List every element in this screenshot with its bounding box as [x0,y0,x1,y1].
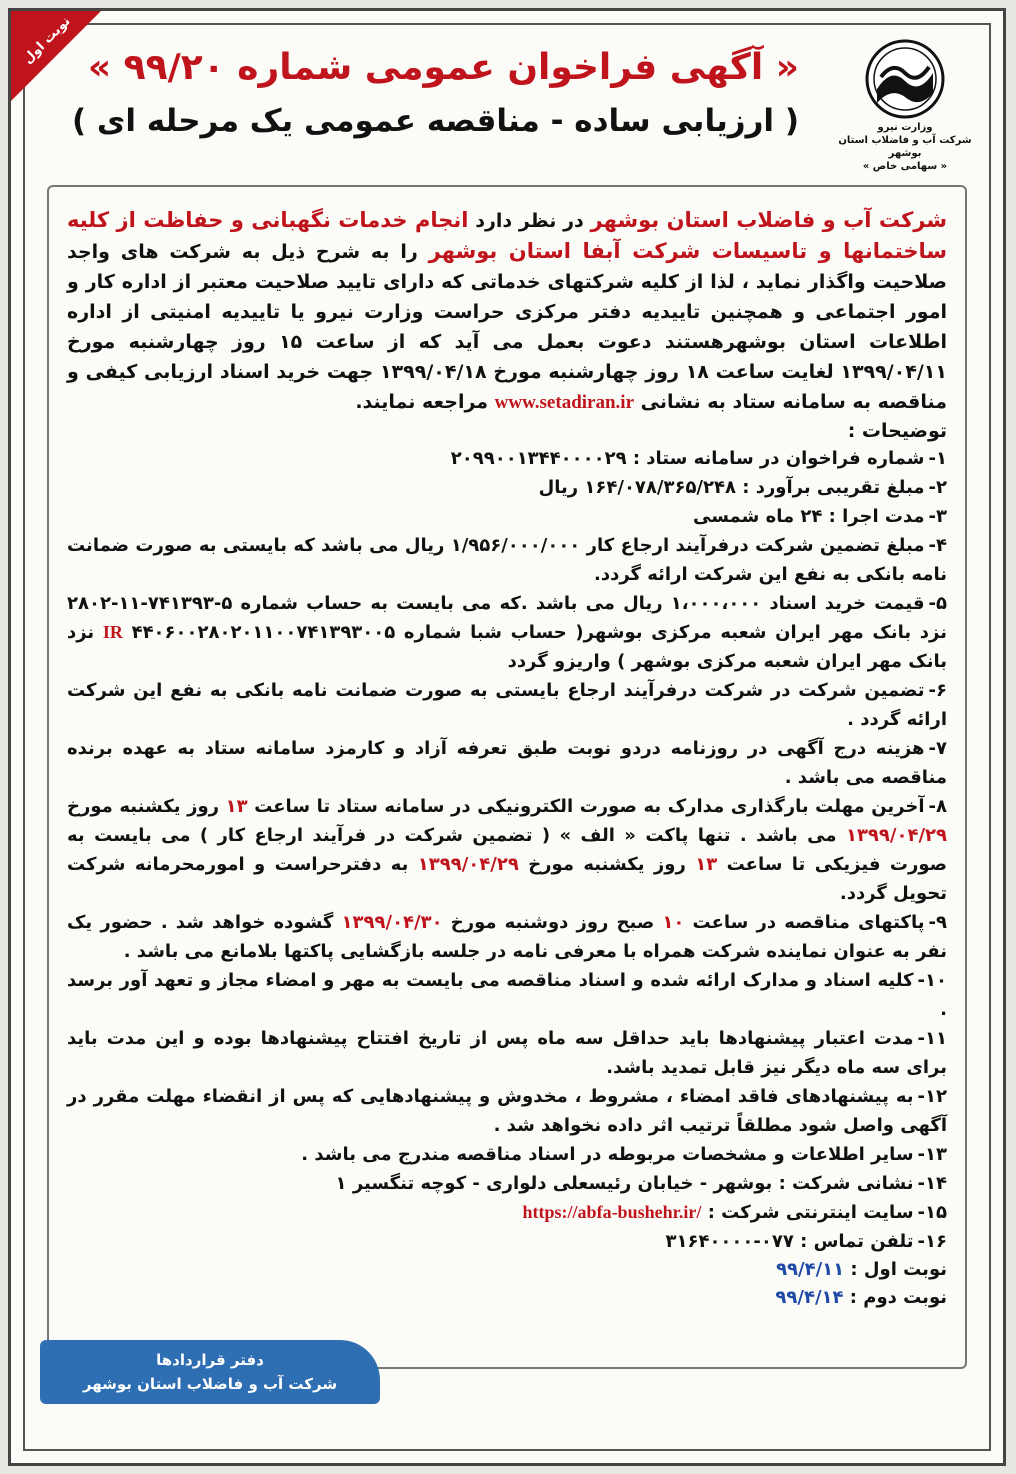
item-number: ۸- [928,796,947,817]
ad-body [47,185,967,1369]
item-text: مدت اعتبار پیشنهادها باید حداقل سه ماه پس از تاریخ افتتاح پیشنهادها بوده و این مدت باید برای سه ماه دیگر نیز قابل تمدید باشد. [67,1028,947,1078]
item-text: گشوده خواهد شد . حضور یک نفر به عنوان نماینده شرکت همراه با معرفی نامه در جلسه بازگشایی پاکتها بلامانع می باشد . [67,912,947,962]
item-text: به دفترحراست و امورمحرمانه شرکت تحویل گردد. [67,854,947,904]
ad-header [20,13,989,172]
ad-frame [8,8,1006,1466]
list-item [67,589,947,676]
list-item [67,1198,947,1227]
first-round-date: ۹۹/۴/۱۱ [776,1259,845,1280]
footer-office: دفتر قراردادها [156,1351,264,1369]
item-number: ۱۱- [917,1028,947,1049]
company-website-link[interactable]: https://abfa-bushehr.ir/ [522,1202,702,1222]
item-text: تلفن تماس : ۰۷۷-۳۱۶۴۰۰۰۰ [665,1231,914,1252]
item-text: به پیشنهادهای فاقد امضاء ، مشروط ، مخدوش و پیشنهادهایی که پس از انقضاء مهلت مقرر در آگهی واصل شود مطلقاً ترتیب اثر داده نخواهد شد . [67,1086,947,1136]
item-text: کلیه اسناد و مدارک ارائه شده و اسناد مناقصه می بایست به مهر و امضاء مجاز و تعهد آور برسد . [67,970,947,1020]
list-item [67,502,947,531]
item-number: ۵- [928,593,947,614]
logo-caption-type: « سهامی خاص » [862,161,948,172]
notes-heading: توضیحات : [847,420,947,442]
item-text: مدت اجرا : ۲۴ ماه شمسی [693,506,925,527]
item-number: ۱۵- [917,1202,947,1223]
item-text: نزد بانک مهر ایران شعبه مرکزی بوشهر ) واریزو گردد [67,622,947,672]
second-round [67,1284,947,1312]
list-item [67,1227,947,1256]
ad-subtitle: ( ارزیابی ساده - مناقصه عمومی یک مرحله ای ) [71,103,799,139]
item-text: پاکتهای مناقصه در ساعت [684,912,925,933]
list-item [67,1082,947,1140]
list-item [67,1024,947,1082]
item-text: شماره فراخوان در سامانه ستاد : ۲۰۹۹۰۰۱۳۴۴۰۰۰۰۲۹ [450,448,925,469]
footer-company: شرکت آب و فاضلاب استان بوشهر [82,1375,338,1393]
list-item [67,966,947,1024]
item-text: سایت اینترنتی شرکت : [701,1202,914,1223]
notes-list [67,444,947,1256]
list-item [67,908,947,966]
item-text: مبلغ تضمین شرکت درفرآیند ارجاع کار ۱/۹۵۶/۰۰۰/۰۰۰ ریال می باشد که بایستی به صورت ضمانت نامه بانکی به نفع این شرکت ارائه گردد. [67,535,947,585]
item-text: روز یکشنبه مورخ [67,796,226,817]
intro-text-2: را به شرح ذیل به شرکت های واجد صلاحیت واگذار نماید ، لذا از کلیه شرکتهای خدماتی که دارای تایید صلاحیت معتبر از اداره کار و امور اجتماعی و همچنین تاییدیه دفتر مرکزی حراست وزارت نیرو یا تاییدیه امنیتی از اداره اطلاعات استان بوشهرهستند دعوت بعمل می آید که از ساعت ۱۵ روز چهارشنبه مورخ ۱۳۹۹/۰۴/۱۱ لغایت ساعت ۱۸ روز چهارشنبه مورخ ۱۳۹۹/۰۴/۱۸ جهت خرید اسناد ارزیابی کیفی و مناقصه به سامانه ستاد به نشانی [67,241,947,413]
item-number: ۲- [928,477,947,498]
item-text: هزینه درج آگهی در روزنامه دردو نوبت طبق تعرفه آزاد و کارمزد سامانه ستاد به عهده برنده مناقصه می باشد . [67,738,947,788]
deadline-date: ۱۳۹۹/۰۴/۲۹ [845,825,947,846]
list-item [67,792,947,908]
list-item [67,444,947,473]
list-item [67,531,947,589]
intro-paragraph [67,205,947,418]
list-item [67,1169,947,1198]
setad-url-link[interactable]: www.setadiran.ir [494,392,634,413]
second-round-date: ۹۹/۴/۱۴ [775,1287,844,1308]
first-round [67,1256,947,1284]
item-number: ۴- [928,535,947,556]
iban-prefix: IR [102,622,123,642]
intro-text-1: در نظر دارد [468,210,591,232]
first-round-label: نوبت اول : [844,1259,947,1280]
ad-title: « آگهی فراخوان عمومی شماره ۹۹/۲۰ » [87,47,799,88]
list-item [67,473,947,502]
physical-deadline-date: ۱۳۹۹/۰۴/۲۹ [417,854,519,875]
deadline-hour: ۱۳ [225,796,248,817]
item-text: صبح روز دوشنبه مورخ [442,912,663,933]
item-number: ۱۰- [917,970,947,991]
item-number: ۱۶- [917,1231,947,1252]
item-number: ۳- [928,506,947,527]
item-text: آخرین مهلت بارگذاری مدارک به صورت الکترونیکی در سامانه ستاد تا ساعت [247,796,925,817]
item-number: ۷- [928,738,947,759]
second-round-label: نوبت دوم : [843,1287,947,1308]
item-number: ۱۲- [917,1086,947,1107]
company-logo [835,37,975,173]
round-badge-label: نوبت اول [20,13,74,68]
list-item [67,734,947,792]
logo-caption-company: شرکت آب و فاضلاب استان بوشهر [838,135,972,159]
intro-company: شرکت آب و فاضلاب استان بوشهر [590,208,948,232]
item-text: سایر اطلاعات و مشخصات مربوطه در اسناد مناقصه مندرج می باشد . [301,1144,914,1165]
item-text: مبلغ تقریبی برآورد : ۱۶۴/۰۷۸/۳۶۵/۲۴۸ ریال [538,477,925,498]
intro-text-3: مراجعه نمایند. [355,391,495,413]
item-text: تضمین شرکت در شرکت درفرآیند ارجاع بایستی به صورت ضمانت نامه بانکی به نفع این شرکت ارائه گردد . [67,680,947,730]
item-text: می باشد . تنها پاکت « الف » ( تضمین شرکت در فرآیند ارجاع کار ) می بایست به صورت فیزیکی تا ساعت [67,825,947,875]
intro-service: انجام خدمات نگهبانی و حفاظت از کلیه ساختمانها و تاسیسات شرکت آبفا استان بوشهر [67,208,947,263]
item-number: ۱۴- [917,1173,947,1194]
contracts-office-footer [40,1340,380,1404]
item-text: روز یکشنبه مورخ [518,854,696,875]
list-item [67,676,947,734]
ad-inner-border [20,13,991,1451]
physical-deadline-hour: ۱۳ [695,854,718,875]
item-number: ۶- [928,680,947,701]
publication-rounds [67,1256,947,1312]
item-number: ۱- [928,448,947,469]
logo-caption-ministry: وزارت نیرو [877,122,933,133]
opening-date: ۱۳۹۹/۰۴/۳۰ [341,912,443,933]
water-wave-logo-icon [863,37,947,121]
item-number: ۹- [928,912,947,933]
item-number: ۱۳- [917,1144,947,1165]
item-text: قیمت خرید اسناد ۱،۰۰۰،۰۰۰ ریال می باشد .که می بایست به حساب شماره ۵-۷۴۱۳۹۳-۱۱-۲۸۰۲ نزد بانک مهر ایران شعبه مرکزی بوشهر( حساب شبا شماره ۴۴۰۶۰۰۲۸۰۲۰۱۱۰۰۷۴۱۳۹۳۰۰۵ [67,593,947,643]
item-text: نشانی شرکت : بوشهر - خیابان رئیسعلی دلواری - کوچه تنگسیر ۱ [335,1173,914,1194]
list-item [67,1140,947,1169]
opening-hour: ۱۰ [662,912,685,933]
